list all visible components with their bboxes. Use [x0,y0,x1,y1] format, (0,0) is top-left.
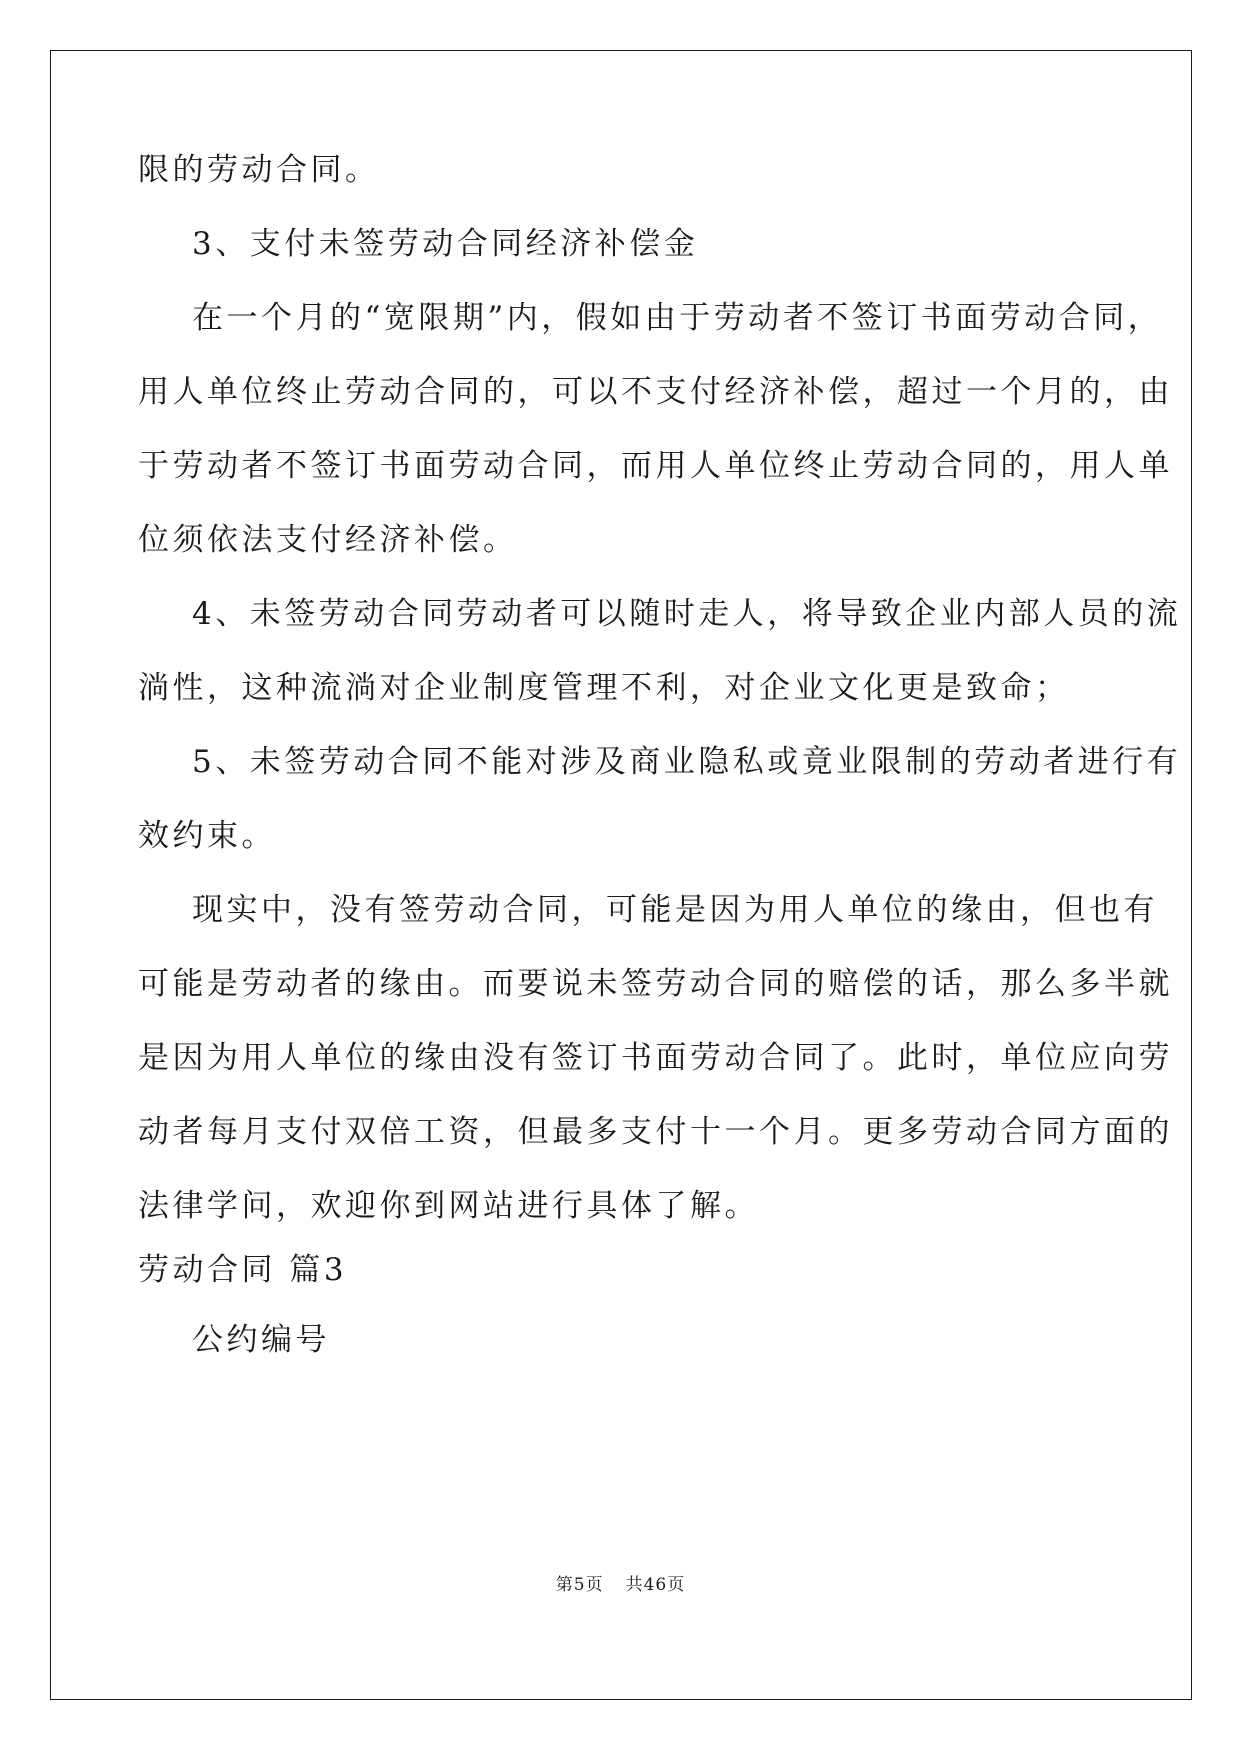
text-line: 法律学问，欢迎你到网站进行具体了解。 [138,1188,759,1224]
text-line: 可能是劳动者的缘由。而要说未签劳动合同的赔偿的话，那么多半就 [138,966,1173,1002]
text-line: 位须依法支付经济补偿。 [138,522,518,558]
text-line: 淌性，这种流淌对企业制度管理不利，对企业文化更是致命； [138,670,1070,706]
text-line: 于劳动者不签订书面劳动合同，而用人单位终止劳动合同的，用人单 [138,448,1173,484]
page-number: 第5页 [555,1575,604,1595]
section-heading: 3、支付未签劳动合同经济补偿金 [192,226,699,262]
text-line: 效约束。 [138,818,276,854]
page-footer [0,1570,1241,1595]
section-title: 劳动合同 篇3 [138,1252,348,1288]
text-line: 现实中，没有签劳动合同，可能是因为用人单位的缘由，但也有 [192,892,1158,928]
text-line: 是因为用人单位的缘由没有签订书面劳动合同了。此时，单位应向劳 [138,1040,1173,1076]
text-line: 5、未签劳动合同不能对涉及商业隐私或竟业限制的劳动者进行有 [192,744,1182,780]
text-line: 动者每月支付双倍工资，但最多支付十一个月。更多劳动合同方面的 [138,1114,1173,1150]
page-total: 共46页 [625,1575,686,1595]
page-border [50,50,1192,1700]
text-line: 公约编号 [192,1322,330,1358]
text-line: 在一个月的“宽限期”内，假如由于劳动者不签订书面劳动合同， [192,300,1163,336]
text-line: 限的劳动合同。 [138,152,380,188]
text-line: 用人单位终止劳动合同的，可以不支付经济补偿，超过一个月的，由 [138,374,1173,410]
text-line: 4、未签劳动合同劳动者可以随时走人，将导致企业内部人员的流 [192,596,1182,632]
